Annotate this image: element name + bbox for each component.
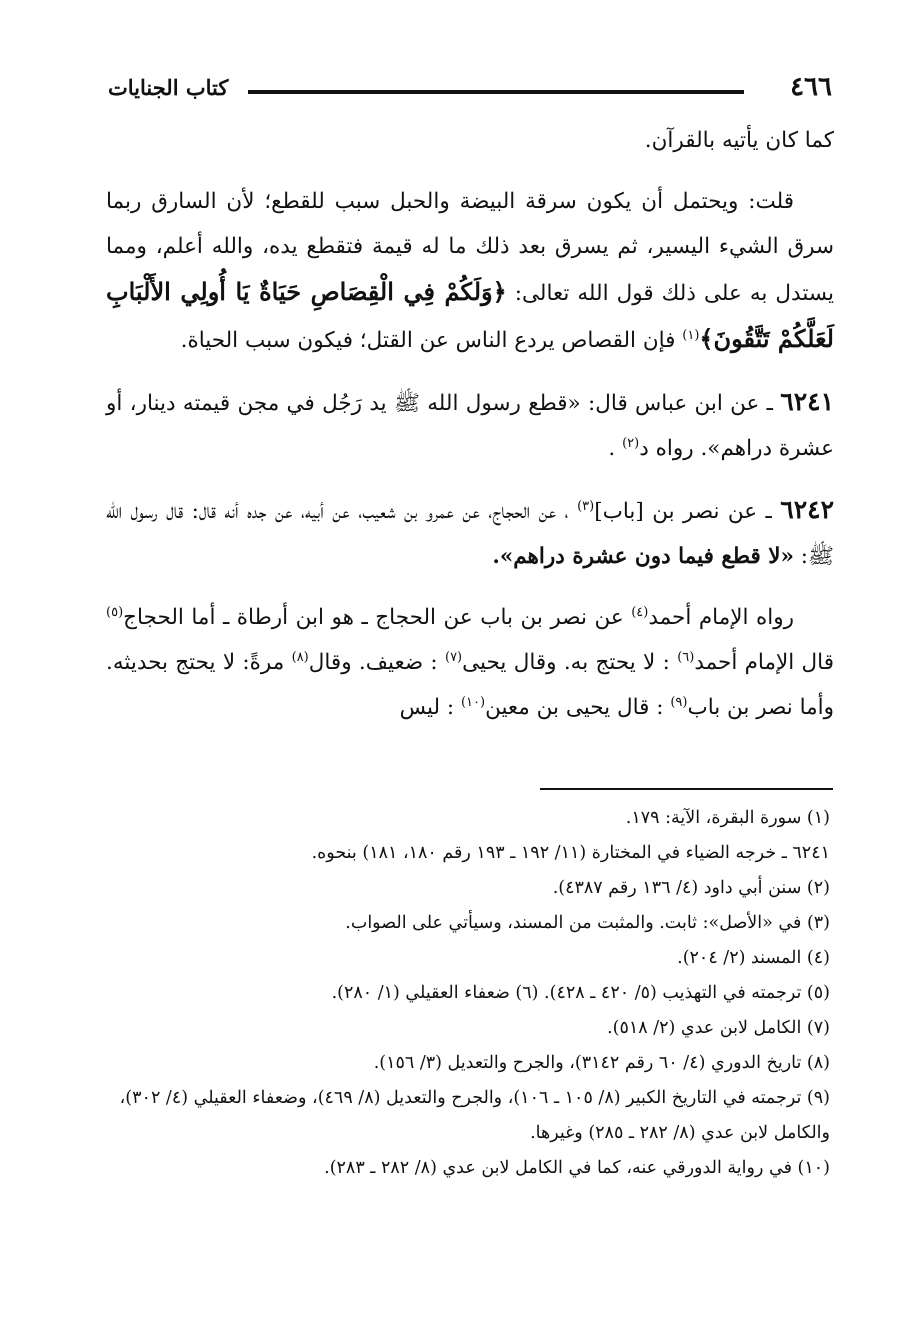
footnote-ref: (٤) (631, 604, 649, 620)
footnotes (106, 801, 834, 1186)
paragraph-1: كما كان يأتيه بالقرآن. (644, 128, 834, 153)
paragraph-2: قلت: ويحتمل أن يكون سرقة البيضة والحبل سبب للقطع؛ لأن السارق ربما سرق الشيء اليسير، ثم يسرق بعد ذلك ما له قيمة فتقطع يده، والله أعلم، ومما يستدل به على ذلك قول الله تعالى: ﴿وَلَكُمْ فِي الْقِصَاصِ حَيَاةٌ يَا أُولِي الأَلْبَابِ لَعَلَّكُمْ تَتَّقُونَ﴾$^{(١)}$ فإن القصاص يردع الناس عن القتل؛ فيكون سبب الحياة. (106, 189, 834, 353)
footnote: (٧) الكامل لابن عدي (٢/ ٥١٨). (607, 1018, 830, 1038)
main-text (106, 118, 834, 730)
footnote-separator (540, 788, 833, 790)
footnote: (٩) ترجمته في التاريخ الكبير (٨/ ١٠٥ ـ ١٠٦)، والجرح والتعديل (٨/ ٤٦٩)، وضعفاء العقيلي (٤/ ٣٠٢)، والكامل لابن عدي (٨/ ٢٨٢ ـ ٢٨٥) وغيرها. (119, 1088, 830, 1143)
header-rule (248, 90, 744, 94)
footnote-ref: (١٠) (460, 694, 486, 710)
footnote: (٨) تاريخ الدوري (٤/ ٦٠ رقم ٣١٤٢)، والجرح والتعديل (٣/ ١٥٦). (373, 1053, 830, 1073)
quran-verse: ﴿وَلَكُمْ فِي الْقِصَاصِ حَيَاةٌ يَا أُولِي الأَلْبَابِ لَعَلَّكُمْ تَتَّقُونَ﴾ (106, 277, 834, 353)
footnote-ref: (٧) (444, 649, 463, 665)
footnote-ref: (٢) (622, 435, 640, 451)
hadith-text-bold: «لا قطع فيما دون عشرة دراهم». (492, 544, 794, 569)
footnote-ref: (٥) (106, 604, 124, 620)
page-header (108, 70, 832, 110)
hadith-6241: ٦٢٤١ ـ عن ابن عباس قال: «قطع رسول الله ﷺ يد رَجُل في مجن قيمته دينار، أو عشرة دراهم». رواه د$^{(٢)}$ . (106, 387, 834, 461)
footnote: ٦٢٤١ ـ خرجه الضياء في المختارة (١١/ ١٩٢ ـ ١٩٣ رقم ١٨٠، ١٨١) بنحوه. (311, 843, 830, 863)
footnote: (٥) ترجمته في التهذيب (٥/ ٤٢٠ ـ ٤٢٨). (٦) ضعفاء العقيلي (١/ ٢٨٠). (331, 983, 830, 1003)
footnote-ref: (٦) (677, 649, 695, 665)
page-number: ٤٦٦ (790, 72, 832, 102)
footnote: (٤) المسند (٢/ ٢٠٤). (677, 948, 830, 968)
chapter-title: كتاب الجنايات (108, 75, 229, 100)
footnote-ref: (٣) (577, 498, 595, 514)
footnote-ref: (٩) (670, 694, 688, 710)
hadith-number: ٦٢٤٢ (780, 495, 835, 524)
hadith-number: ٦٢٤١ (780, 387, 834, 416)
paragraph-4: رواه الإمام أحمد$^{(٤)}$ عن نصر بن باب عن الحجاج ـ هو ابن أرطاة ـ أما الحجاج$^{(٥)}$ قال الإمام أحمد$^{(٦)}$ : لا يحتج به. وقال يحيى$^{(٧)}$ : ضعيف. وقال$^{(٨)}$ مرةً: لا يحتج بحديثه. وأما نصر بن باب$^{(٩)}$ : قال يحيى بن معين$^{(١٠)}$ : ليس (106, 604, 834, 720)
footnote-ref: (٨) (291, 649, 309, 665)
footnote-ref: (١) (682, 327, 700, 343)
footnote: (١) سورة البقرة، الآية: ١٧٩. (625, 808, 830, 828)
footnote: (١٠) في رواية الدورقي عنه، كما في الكامل لابن عدي (٨/ ٢٨٢ ـ ٢٨٣). (324, 1158, 830, 1178)
hadith-6242: ٦٢٤٢ ـ عن نصر بن [باب]$^{(٣)}$ ، عن الحجاج، عن عمرو بن شعيب، عن أبيه، عن جده أنه قال: قال رسول الله ﷺ: «لا قطع فيما دون عشرة دراهم». (106, 495, 835, 569)
footnote: (٣) في «الأصل»: ثابت. والمثبت من المسند، وسيأتي على الصواب. (345, 913, 830, 933)
footnote: (٢) سنن أبي داود (٤/ ١٣٦ رقم ٤٣٨٧). (552, 878, 830, 898)
